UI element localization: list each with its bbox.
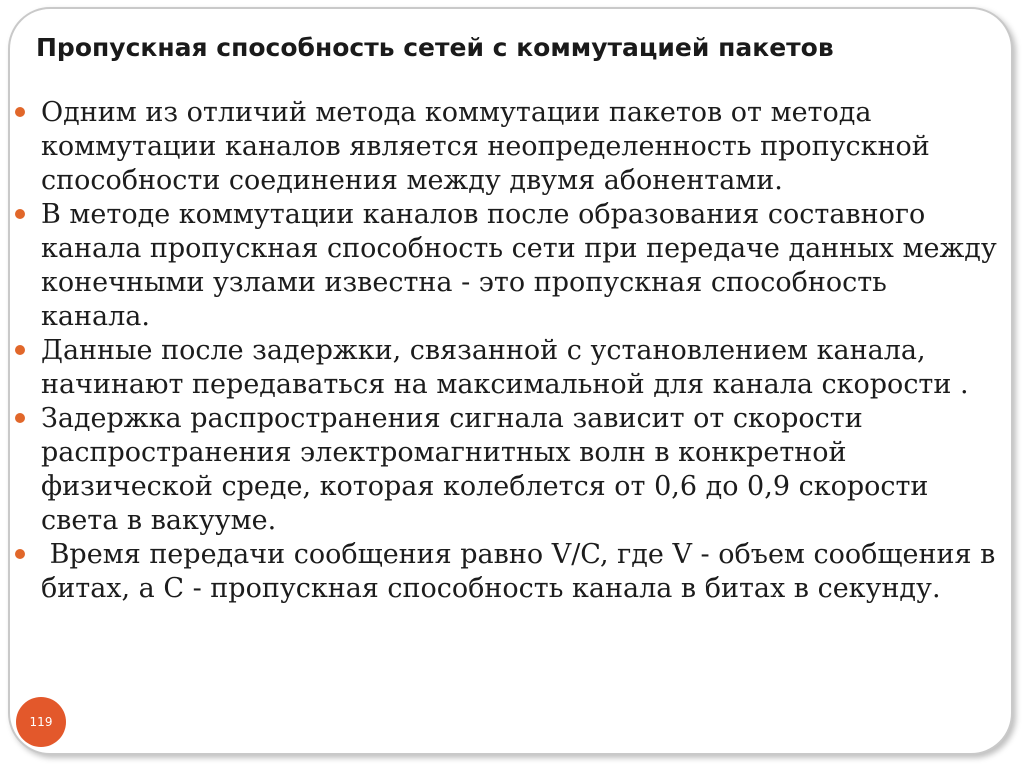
slide-title: Пропускная способность сетей с коммутацией пакетов bbox=[36, 33, 834, 62]
bullet-dot-icon bbox=[15, 345, 25, 355]
bullet-text: Данные после задержки, связанной с установлением канала, начинают передаваться на максимальной для канала скорости . bbox=[41, 335, 969, 400]
bullet-dot-icon bbox=[15, 549, 25, 559]
bullet-item bbox=[12, 198, 1002, 334]
bullet-text: Время передачи сообщения равно V/C, где V - объем сообщения в битах, а C - пропускная способность канала в битах в секунду. bbox=[41, 539, 1004, 604]
bullet-item bbox=[12, 334, 1002, 402]
bullet-dot-icon bbox=[15, 107, 25, 117]
bullet-dot-icon bbox=[15, 413, 25, 423]
bullet-dot-icon bbox=[15, 209, 25, 219]
bullet-item bbox=[12, 538, 1002, 606]
bullet-text: В методе коммутации каналов после образования составного канала пропускная способность сети при передаче данных между конечными узлами известна - это пропускная способность канала. bbox=[41, 199, 997, 332]
bullet-text: Одним из отличий метода коммутации пакетов от метода коммутации каналов является неопределенность пропускной способности соединения между двумя абонентами. bbox=[41, 97, 930, 196]
bullet-list bbox=[12, 96, 1002, 606]
page-number-badge: 119 bbox=[16, 697, 66, 747]
bullet-item bbox=[12, 402, 1002, 538]
bullet-item bbox=[12, 96, 1002, 198]
bullet-text: Задержка распространения сигнала зависит от скорости распространения электромагнитных волн в конкретной физической среде, которая колеблется от 0,6 до 0,9 скорости света в вакууме. bbox=[41, 403, 929, 536]
